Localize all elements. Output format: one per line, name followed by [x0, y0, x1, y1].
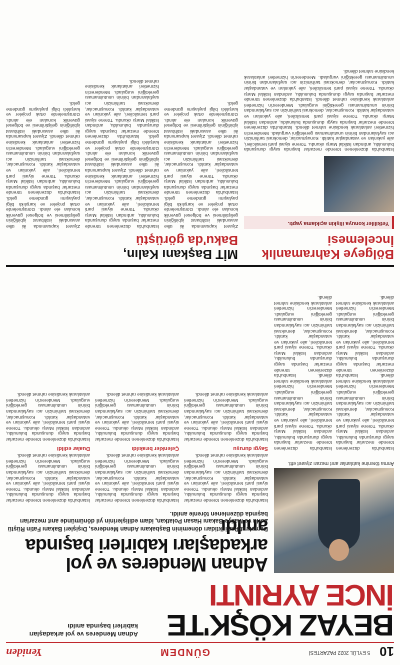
column-text: İstanbul'da düzenlenen törende mezarlar başında saygı duruşunda bulunuldu, ardından İstiklal Marşı okundu. Törene siyasi parti temsilcileri, aile yakınları ve vatandaşlar katıldı. Konuşmacılar, demokrasi tarihimizin acı sayfalarından birinin unutulmaması gerektiğini vurguladı. Menderes'in hizmetleri anlatılarak kendisine rahmet dilendi. — [164, 134, 238, 196]
lower-right-headline-2: Baku'da görüştü — [135, 233, 238, 248]
crosshead: Çelenkler bırakıldı — [131, 444, 179, 451]
lower-right-story — [6, 6, 238, 261]
column-text: İstanbul'da düzenlenen törende mezarlar başında saygı duruşunda bulunuldu, ardından İstiklal Marşı okundu. Törene siyasi parti temsilcileri, aile yakınları ve vatandaşlar katıldı. Konuşmacılar, demokrasi tarihimizin acı sayfalarından birinin unutulmaması gerektiğini vurguladı. Menderes'in hizmetleri anlatılarak kendisine rahmet dilendi. — [274, 373, 332, 451]
headline-line-1: BEYAZ KÖŞK'TE — [167, 608, 394, 641]
photo-face — [329, 539, 349, 561]
article-column-2 — [95, 273, 179, 503]
column-text: İstanbul'da düzenlenen törende mezarlar başında saygı duruşunda bulunuldu, ardından İstiklal Marşı okundu. Törene siyasi parti temsilcileri, aile yakınları ve vatandaşlar katıldı. Konuşmacılar, demokrasi tarihimizin acı sayfalarından birinin unutulmaması gerektiğini vurguladı. Menderes'in hizmetleri anlatılarak kendisine rahmet dilendi. — [184, 453, 268, 503]
column-text: İstanbul'da düzenlenen törende mezarlar başında saygı duruşunda bulunuldu, ardından İstiklal Marşı okundu. Törene siyasi parti temsilcileri, aile yakınları ve vatandaşlar katıldı. Konuşmacılar, demokrasi tarihimizin acı sayfalarından birinin unutulmaması gerektiğini vurguladı. Menderes'in hizmetleri anlatılarak kendisine rahmet dilendi. — [6, 134, 80, 196]
issue-date: 5 EYLÜL 2022 PAZARTESİ — [308, 649, 370, 655]
column-text: İstanbul'da düzenlenen törende mezarlar başında saygı duruşunda bulunuldu, ardından İstiklal Marşı okundu. Törene siyasi parti temsilcileri, aile yakınları ve vatandaşlar katıldı. Konuşmacılar, demokrasi tarihimizin acı sayfalarından birinin unutulmaması gerektiğini vurguladı. Menderes'in hizmetleri anlatılarak kendisine rahmet dilendi. — [184, 392, 268, 443]
column-text: İstanbul'da düzenlenen törende mezarlar başında saygı duruşunda bulunuldu, ardından İstiklal Marşı okundu. Törene siyasi parti temsilcileri, aile yakınları ve vatandaşlar katıldı. Konuşmacılar, demokrasi tarihimizin acı sayfalarından birinin unutulmaması gerektiğini vurguladı. Menderes'in hizmetleri anlatılarak kendisine rahmet dilendi. — [274, 294, 332, 379]
column-text: İstanbul'da düzenlenen törende mezarlar başında saygı duruşunda bulunuldu, ardından İstiklal Marşı okundu. Törene siyasi parti temsilcileri, aile yakınları ve vatandaşlar katıldı. Konuşmacılar, demokrasi tarihimizin acı sayfalarından birinin unutulmaması gerektiğini vurguladı. Menderes'in hizmetleri anlatılarak kendisine rahmet dilendi. — [244, 125, 394, 153]
highlight-box: Yetkililer konuya ilişkin açıklama yaptı. — [244, 217, 394, 230]
sub-deck: Demokrat Parti iktidarı döneminin Başbakanı Adnan Menderes, Dışişleri Bakanı Fatin Rüştü Zorlu ve Maliye Bakanı Hasan Polatkan, idam edilişlerinin yıl dönümünde anıt mezarları başında düzenlenen törenle anıldı. — [7, 510, 268, 531]
lower-right-col-3 — [6, 78, 80, 229]
lower-right-col-2 — [85, 78, 159, 229]
lower-right-col-1 — [164, 78, 238, 229]
lower-photo — [324, 157, 394, 213]
lead-photo — [274, 468, 394, 573]
page-number: 10 — [379, 644, 394, 660]
main-headline — [144, 577, 394, 639]
lower-right-columns — [6, 78, 238, 229]
column-text: İstanbul'da düzenlenen törende mezarlar başında saygı duruşunda bulunuldu, ardından İstiklal Marşı okundu. Törene siyasi parti temsilcileri, aile yakınları ve vatandaşlar katıldı. Konuşmacılar, demokrasi tarihimizin acı sayfalarından birinin unutulmaması gerektiğini vurguladı. Menderes'in hizmetleri anlatılarak kendisine rahmet dilendi. — [85, 78, 159, 140]
column-text: Ziyaret kapsamında iki ülke arasındaki istihbarat işbirliğinin geliştirilmesi ve bölgesel güvenlik konuları ele alındı. Görüşmelerde ortak projeler ve karşılıklı bilgi paylaşımı gündeme geldi. — [84, 134, 159, 174]
left-columns — [274, 271, 394, 451]
column-text: İstanbul'da düzenlenen törende mezarlar başında saygı duruşunda bulunuldu, ardından İstiklal Marşı okundu. Törene siyasi parti temsilcileri, aile yakınları ve vatandaşlar katıldı. Konuşmacılar, demokrasi tarihimizin acı sayfalarından birinin unutulmaması gerektiğini vurguladı. Menderes'in hizmetleri anlatılarak kendisine rahmet dilendi. — [336, 373, 394, 451]
column-text: İstanbul'da düzenlenen törende mezarlar başında saygı duruşunda bulunuldu, ardından İstiklal Marşı okundu. Törene siyasi parti temsilcileri, aile yakınları ve vatandaşlar katıldı. Konuşmacılar, demokrasi tarihimizin acı sayfalarından birinin unutulmaması gerektiğini vurguladı. Menderes'in hizmetleri anlatılarak kendisine rahmet dilendi. — [244, 97, 394, 131]
crosshead: Saygı duruşu — [233, 444, 268, 451]
column-text: Ziyaret kapsamında iki ülke arasındaki istihbarat işbirliğinin geliştirilmesi ve bölgesel güvenlik konuları ele alındı. Görüşmelerde ortak projeler ve karşılıklı bilgi paylaşımı gündeme geldi. — [6, 196, 80, 229]
headline-deck: Adnan Menderes ve yol arkadaşları kabirleri başında anıldı — [29, 622, 138, 637]
column-text: İstanbul'da düzenlenen törende mezarlar başında saygı duruşunda bulunuldu, ardından İstiklal Marşı okundu. Törene siyasi parti temsilcileri, aile yakınları ve vatandaşlar katıldı. Konuşmacılar, demokrasi tarihimizin acı sayfalarından birinin unutulmaması gerektiğini vurguladı. Menderes'in hizmetleri anlatılarak kendisine rahmet dilendi. — [336, 294, 394, 379]
newspaper-logo: Yeniden — [6, 646, 43, 658]
section-divider — [6, 266, 394, 268]
lower-right-headline-1: MİT Başkanı Kalın, — [123, 247, 238, 262]
column-text: İstanbul'da düzenlenen törende mezarlar başında saygı duruşunda bulunuldu, ardından İstiklal Marşı okundu. Törene siyasi parti temsilcileri, aile yakınları ve vatandaşlar katıldı. Konuşmacılar, demokrasi tarihimizin acı sayfalarından birinin unutulmaması gerektiğini vurguladı. Menderes'in hizmetleri anlatılarak kendisine rahmet dilendi. — [95, 453, 179, 503]
column-text: İstanbul'da düzenlenen törende mezarlar başında saygı duruşunda bulunuldu, ardından İstiklal Marşı okundu. Törene siyasi parti temsilcileri, aile yakınları ve vatandaşlar katıldı. Konuşmacılar, demokrasi tarihimizin acı sayfalarından birinin unutulmaması gerektiğini vurguladı. Menderes'in hizmetleri anlatılarak kendisine rahmet dilendi. — [244, 69, 394, 103]
sub-headline: Adnan Menderes ve yol arkadaşları kabirleri başında anıldı — [25, 515, 268, 574]
crosshead: Dualar edildi — [56, 444, 90, 451]
column-text: Ziyaret kapsamında iki ülke arasındaki istihbarat işbirliğinin geliştirilmesi ve bölgesel güvenlik konuları ele alındı. Görüşmelerde ortak projeler ve karşılıklı bilgi paylaşımı gündeme geldi. — [163, 100, 238, 140]
left-column-2 — [274, 271, 332, 451]
photo-caption: Anma törenine katılanlar anıt mezarı ziyaret etti. — [287, 460, 394, 466]
column-text: İstanbul'da düzenlenen törende mezarlar başında saygı duruşunda bulunuldu, ardından İstiklal Marşı okundu. Törene siyasi parti temsilcileri, aile yakınları ve vatandaşlar katıldı. Konuşmacılar, demokrasi tarihimizin acı sayfalarından birinin unutulmaması gerektiğini vurguladı. Menderes'in hizmetleri anlatılarak kendisine rahmet dilendi. — [95, 392, 179, 443]
lower-left-story — [244, 6, 394, 261]
article-column-3 — [6, 273, 90, 503]
left-column-1 — [336, 271, 394, 451]
article-columns — [6, 273, 268, 503]
column-text: Ziyaret kapsamında iki ülke arasındaki istihbarat işbirliğinin geliştirilmesi ve bölgesel güvenlik konuları ele alındı. Görüşmelerde ortak projeler ve karşılıklı bilgi paylaşımı gündeme geldi. — [5, 100, 80, 140]
masthead — [6, 642, 394, 661]
column-text: Ziyaret kapsamında iki ülke arasındaki istihbarat işbirliğinin geliştirilmesi ve bölgesel güvenlik konuları ele alındı. Görüşmelerde ortak projeler ve karşılıklı bilgi paylaşımı gündeme geldi. — [164, 196, 238, 229]
section-title: GÜNDEM — [159, 646, 210, 658]
headline-line-2: İNCE AYRINTI — [209, 578, 394, 611]
column-text: İstanbul'da düzenlenen törende mezarlar başında saygı duruşunda bulunuldu, ardından İstiklal Marşı okundu. Törene siyasi parti temsilcileri, aile yakınları ve vatandaşlar katıldı. Konuşmacılar, demokrasi tarihimizin acı sayfalarından birinin unutulmaması gerektiğini vurguladı. Menderes'in hizmetleri anlatılarak kendisine rahmet dilendi. — [85, 168, 159, 229]
column-text: İstanbul'da düzenlenen törende mezarlar başında saygı duruşunda bulunuldu, ardından İstiklal Marşı okundu. Törene siyasi parti temsilcileri, aile yakınları ve vatandaşlar katıldı. Konuşmacılar, demokrasi tarihimizin acı sayfalarından birinin unutulmaması gerektiğini vurguladı. Menderes'in hizmetleri anlatılarak kendisine rahmet dilendi. — [6, 392, 90, 443]
column-text: İstanbul'da düzenlenen törende mezarlar başında saygı duruşunda bulunuldu, ardından İstiklal Marşı okundu. Törene siyasi parti temsilcileri, aile yakınları ve vatandaşlar katıldı. Konuşmacılar, demokrasi tarihimizin acı sayfalarından birinin unutulmaması gerektiğini vurguladı. Menderes'in hizmetleri anlatılarak kendisine rahmet dilendi. — [6, 453, 90, 503]
lower-left-body — [244, 69, 394, 153]
article-column-1 — [184, 273, 268, 503]
lower-left-headline: Bölgeye Kahramanlık İncelemesi — [261, 233, 394, 262]
